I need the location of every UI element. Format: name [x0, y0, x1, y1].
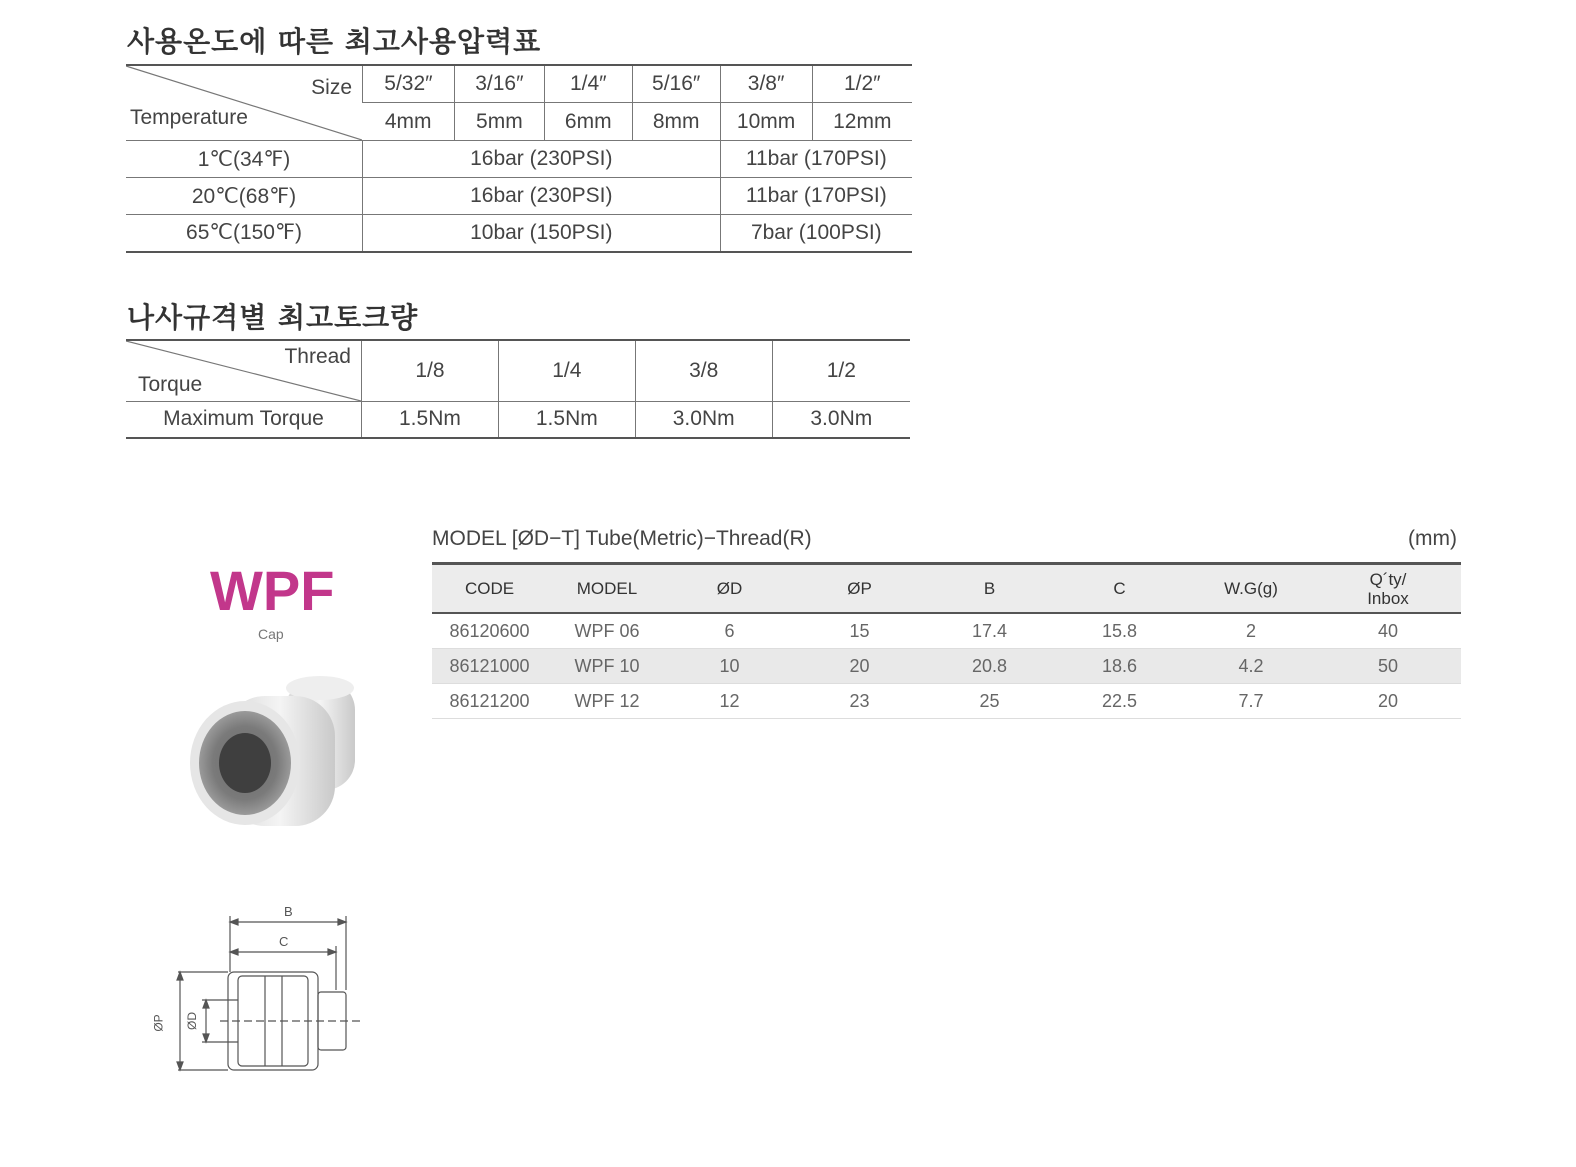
b-cell: 20.8 — [927, 649, 1052, 684]
model-caption: MODEL [ØD−T] Tube(Metric)−Thread(R) — [432, 527, 812, 550]
size-label: Size — [311, 76, 352, 99]
pressure-large-cell: 11bar (170PSI) — [720, 178, 912, 215]
torque-table — [126, 339, 910, 439]
col-header-qty — [1315, 564, 1461, 614]
torque-label: Torque — [138, 373, 203, 396]
pressure-row — [126, 141, 912, 178]
model-cell: WPF 10 — [547, 649, 667, 684]
pressure-small-cell: 16bar (230PSI) — [363, 141, 721, 178]
thread-size-cell: 1/4 — [498, 340, 635, 402]
size-inch-cell: 1/4″ — [544, 65, 632, 103]
torque-value-cell: 3.0Nm — [772, 402, 910, 438]
code-cell: 86121200 — [432, 684, 547, 719]
c-cell: 22.5 — [1052, 684, 1187, 719]
weight-cell: 2 — [1187, 613, 1315, 649]
pressure-small-cell: 16bar (230PSI) — [363, 178, 721, 215]
table-row — [432, 613, 1461, 649]
size-mm-cell: 8mm — [632, 103, 720, 141]
size-mm-cell: 12mm — [812, 103, 912, 141]
od-cell: 10 — [667, 649, 792, 684]
torque-table-title: 나사규격별 최고토크량 — [127, 301, 419, 334]
max-torque-label: Maximum Torque — [126, 402, 362, 438]
thread-label: Thread — [284, 345, 351, 368]
col-header-weight: W.G(g) — [1187, 564, 1315, 614]
col-header-model: MODEL — [547, 564, 667, 614]
col-header-b: B — [927, 564, 1052, 614]
size-mm-cell: 10mm — [720, 103, 812, 141]
temperature-cell: 1℃(34℉) — [126, 141, 363, 178]
thread-size-cell: 1/8 — [362, 340, 499, 402]
od-cell: 12 — [667, 684, 792, 719]
model-cell: WPF 06 — [547, 613, 667, 649]
torque-value-cell: 3.0Nm — [635, 402, 772, 438]
temperature-cell: 65℃(150℉) — [126, 215, 363, 252]
col-header-code: CODE — [432, 564, 547, 614]
qty-header-line1: Q´ty/ — [1369, 569, 1407, 589]
code-cell: 86121000 — [432, 649, 547, 684]
pressure-table-title: 사용온도에 따른 최고사용압력표 — [127, 25, 542, 58]
size-mm-cell: 6mm — [544, 103, 632, 141]
op-cell: 23 — [792, 684, 927, 719]
col-header-od: ØD — [667, 564, 792, 614]
pressure-small-cell: 10bar (150PSI) — [363, 215, 721, 252]
dim-c-label: C — [279, 934, 289, 949]
b-cell: 25 — [927, 684, 1052, 719]
op-cell: 20 — [792, 649, 927, 684]
table-row — [432, 649, 1461, 684]
temperature-cell: 20℃(68℉) — [126, 178, 363, 215]
col-header-c: C — [1052, 564, 1187, 614]
dim-op-label: ØP — [151, 1014, 166, 1032]
qty-cell: 50 — [1315, 649, 1461, 684]
size-inch-cell: 3/16″ — [454, 65, 544, 103]
size-inch-cell: 3/8″ — [720, 65, 812, 103]
col-header-op: ØP — [792, 564, 927, 614]
unit-label: (mm) — [1408, 527, 1457, 550]
c-cell: 18.6 — [1052, 649, 1187, 684]
cap-fitting-image — [180, 668, 370, 848]
size-mm-cell: 5mm — [454, 103, 544, 141]
pressure-large-cell: 11bar (170PSI) — [720, 141, 912, 178]
size-inch-cell: 5/32″ — [363, 65, 455, 103]
weight-cell: 7.7 — [1187, 684, 1315, 719]
table-header-row — [432, 564, 1461, 614]
pressure-row — [126, 215, 912, 252]
torque-corner-cell — [126, 340, 362, 402]
dim-b-label: B — [284, 904, 293, 919]
b-cell: 17.4 — [927, 613, 1052, 649]
product-name: WPF — [210, 559, 335, 622]
qty-cell: 40 — [1315, 613, 1461, 649]
size-inch-cell: 5/16″ — [632, 65, 720, 103]
weight-cell: 4.2 — [1187, 649, 1315, 684]
thread-size-cell: 3/8 — [635, 340, 772, 402]
dim-od-label: ØD — [185, 1012, 199, 1030]
temperature-label: Temperature — [130, 106, 248, 129]
qty-cell: 20 — [1315, 684, 1461, 719]
pressure-large-cell: 7bar (100PSI) — [720, 215, 912, 252]
od-cell: 6 — [667, 613, 792, 649]
torque-value-cell: 1.5Nm — [362, 402, 499, 438]
product-subtitle: Cap — [258, 626, 284, 642]
pressure-table — [126, 64, 912, 253]
thread-size-cell: 1/2 — [772, 340, 910, 402]
torque-value-cell: 1.5Nm — [498, 402, 635, 438]
dimension-drawing — [150, 900, 370, 1080]
table-row — [432, 684, 1461, 719]
c-cell: 15.8 — [1052, 613, 1187, 649]
size-inch-cell: 1/2″ — [812, 65, 912, 103]
op-cell: 15 — [792, 613, 927, 649]
product-table — [432, 562, 1461, 719]
pressure-corner-cell — [126, 65, 363, 141]
pressure-row — [126, 178, 912, 215]
code-cell: 86120600 — [432, 613, 547, 649]
model-cell: WPF 12 — [547, 684, 667, 719]
qty-header-line2: Inbox — [1367, 588, 1409, 608]
size-mm-cell: 4mm — [363, 103, 455, 141]
